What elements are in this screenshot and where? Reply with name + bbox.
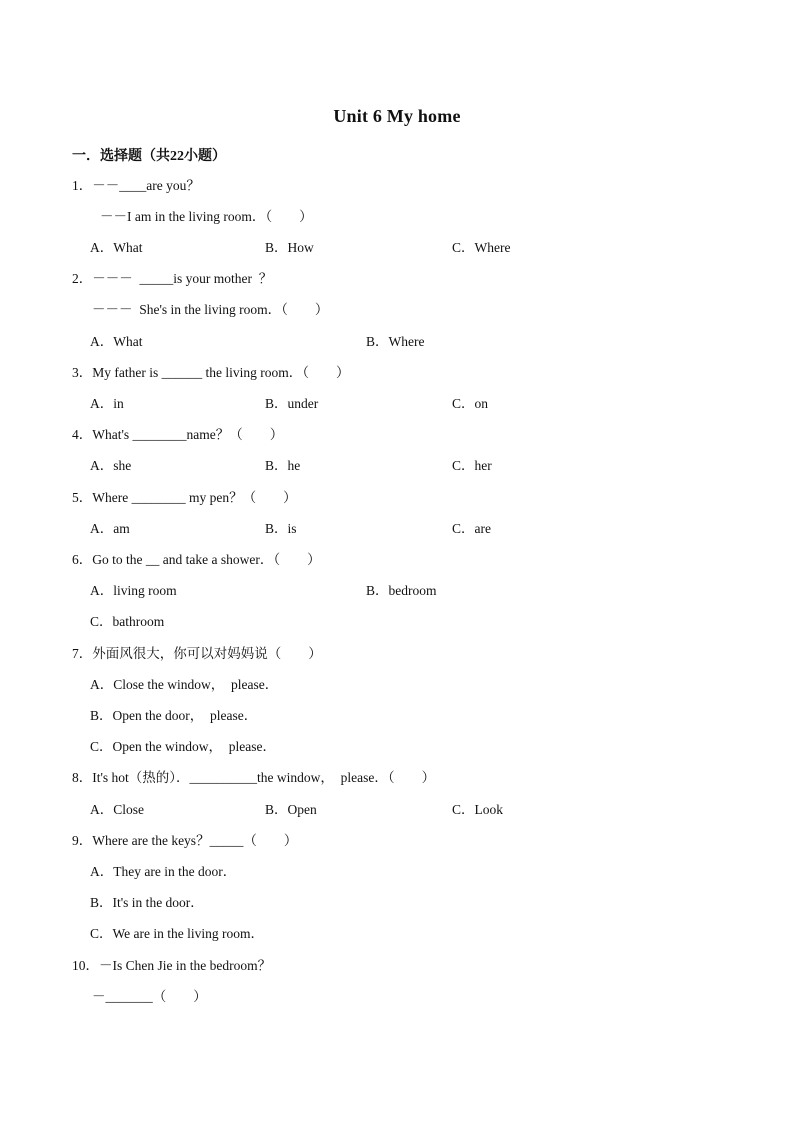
question-1-dialogue: －－I am in the living room．（ ） (100, 209, 313, 224)
question-6-option-c[interactable]: C．bathroom (90, 614, 165, 629)
question-5-option-b[interactable]: B．is (265, 521, 297, 536)
question-2-option-b[interactable]: B．Where (366, 334, 425, 349)
question-7: 7．外面风很大，你可以对妈妈说（ ） (72, 646, 322, 661)
question-6-option-b[interactable]: B．bedroom (366, 583, 437, 598)
question-7-option-b[interactable]: B．Open the door， please． (90, 708, 258, 723)
question-8: 8．It's hot（热的）．__________the window， please．（ ） (72, 770, 436, 785)
question-4-option-a[interactable]: A．she (90, 458, 132, 473)
question-7-option-c[interactable]: C．Open the window， please． (90, 739, 276, 754)
question-8-option-c[interactable]: C．Look (452, 802, 504, 817)
question-6-option-a[interactable]: A．living room (90, 583, 177, 598)
question-9-option-b[interactable]: B．It's in the door． (90, 895, 204, 910)
question-6: 6．Go to the __ and take a shower．（ ） (72, 552, 321, 567)
question-5: 5．Where ________ my pen？（ ） (72, 490, 297, 505)
question-1: 1．－－____are you？ (72, 178, 200, 193)
question-5-option-a[interactable]: A．am (90, 521, 130, 536)
question-4: 4．What's ________name？（ ） (72, 427, 284, 442)
question-9: 9．Where are the keys？_____（ ） (72, 833, 298, 848)
page-title: Unit 6 My home (333, 106, 461, 126)
question-10: 10．－Is Chen Jie in the bedroom？ (72, 958, 272, 973)
question-3-option-b[interactable]: B．under (265, 396, 319, 411)
question-1-option-a[interactable]: A．What (90, 240, 143, 255)
question-5-option-c[interactable]: C．are (452, 521, 491, 536)
question-2: 2．－－－ _____is your mother ？ (72, 271, 273, 286)
question-3: 3．My father is ______ the living room．（ ） (72, 365, 350, 380)
question-3-option-c[interactable]: C．on (452, 396, 489, 411)
question-2-dialogue: －－－ She's in the living room．（ ） (92, 302, 329, 317)
question-1-option-b[interactable]: B．How (265, 240, 314, 255)
question-7-option-a[interactable]: A．Close the window， please． (90, 677, 279, 692)
question-8-option-a[interactable]: A．Close (90, 802, 144, 817)
question-2-option-a[interactable]: A．What (90, 334, 143, 349)
question-8-option-b[interactable]: B．Open (265, 802, 317, 817)
section-heading: 一．选择题（共22小题） (72, 149, 226, 164)
question-1-option-c[interactable]: C．Where (452, 240, 511, 255)
question-10-dialogue: －_______（ ） (92, 989, 207, 1004)
question-4-option-b[interactable]: B．he (265, 458, 301, 473)
question-3-option-a[interactable]: A．in (90, 396, 124, 411)
question-9-option-c[interactable]: C．We are in the living room． (90, 926, 265, 941)
question-4-option-c[interactable]: C．her (452, 458, 492, 473)
question-9-option-a[interactable]: A．They are in the door． (90, 864, 237, 879)
